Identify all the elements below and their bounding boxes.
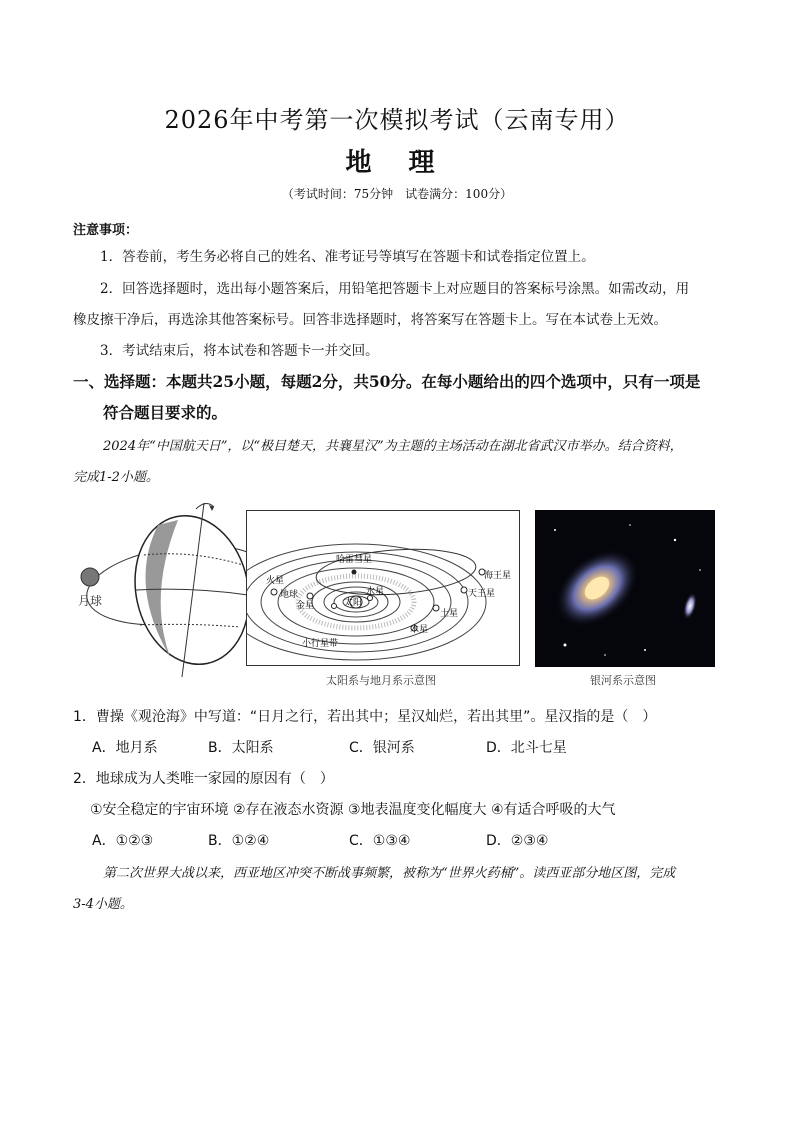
question-1-stem: 1．曹操《观沧海》中写道：“日月之行，若出其中；星汉灿烂，若出其里”。星汉指的是（ ） [73, 709, 657, 725]
section-heading-cont: 符合题目要求的。 [103, 403, 228, 422]
q1-option-a[interactable]: A．地月系 [92, 740, 158, 756]
intro-text-1-cont: 完成1-2小题。 [73, 470, 159, 485]
moon-circle [81, 568, 99, 586]
solar-caption: 太阳系与地月系示意图 [326, 674, 436, 687]
notice-item-2-cont: 橡皮擦干净后，再选涂其他答案标号。回答非选择题时，将答案写在答题卡上。写在本试卷上无效。 [73, 312, 667, 328]
q2-option-d[interactable]: D．②③④ [486, 833, 549, 849]
q1-option-b[interactable]: B．太阳系 [208, 740, 274, 756]
intro-text-2: 第二次世界大战以来，西亚地区冲突不断战事频繁，被称为“世界火药桶”。读西亚部分地区图，完成 [103, 866, 676, 881]
q1-option-d[interactable]: D．北斗七星 [486, 740, 567, 756]
asteroid-belt-label: 小行星带 [302, 639, 339, 649]
notice-heading: 注意事项： [73, 223, 139, 238]
q1-option-c[interactable]: C．银河系 [349, 740, 415, 756]
q2-statements: ①安全稳定的宇宙环境 ②存在液态水资源 ③地表温度变化幅度大 ④有适合呼吸的大气 [90, 802, 616, 818]
comet-label: 哈雷彗星 [336, 555, 373, 565]
moon-label: 月球 [78, 594, 103, 608]
question-2-stem: 2．地球成为人类唯一家园的原因有（ ） [73, 771, 334, 787]
uranus-label: 天王星 [468, 589, 496, 599]
saturn-label: 土星 [440, 609, 459, 619]
q2-option-c[interactable]: C．①③④ [349, 833, 411, 849]
earth-label: 地球 [280, 590, 299, 600]
intro-text-2-cont: 3-4小题。 [73, 897, 133, 912]
neptune-label: 海王星 [484, 571, 512, 581]
sun-label: 太阳 [344, 598, 363, 608]
solar-system-diagram [246, 510, 522, 668]
notice-item-2: 2．回答选择题时，选出每小题答案后，用铅笔把答题卡上对应题目的答案标号涂黑。如需改动，用 [100, 281, 690, 297]
earth-moon-diagram [78, 495, 250, 685]
venus-label: 金星 [296, 601, 315, 611]
galaxy-image [535, 510, 715, 667]
section-heading: 一、选择题：本题共25小题，每题2分，共50分。在每小题给出的四个选项中，只有一项是 [73, 372, 701, 391]
subject-title: 地 理 [345, 148, 449, 178]
mercury-label: 水星 [366, 587, 385, 597]
q2-option-b[interactable]: B．①②④ [208, 833, 270, 849]
paper-title: 2026年中考第一次模拟考试（云南专用） [164, 106, 630, 134]
intro-text-1: 2024年“中国航天日”，以“极目楚天，共襄星汉”为主题的主场活动在湖北省武汉市举办。结合资料， [103, 439, 683, 454]
mars-label: 火星 [266, 576, 285, 586]
exam-info: （考试时间：75分钟 试卷满分：100分） [281, 187, 513, 201]
notice-item-3: 3．考试结束后，将本试卷和答题卡一并交回。 [100, 343, 379, 359]
notice-item-1: 1．答卷前，考生务必将自己的姓名、准考证号等填写在答题卡和试卷指定位置上。 [100, 249, 595, 265]
jupiter-label: 木星 [410, 625, 429, 635]
galaxy-caption: 银河系示意图 [590, 674, 656, 687]
q2-option-a[interactable]: A．①②③ [92, 833, 154, 849]
